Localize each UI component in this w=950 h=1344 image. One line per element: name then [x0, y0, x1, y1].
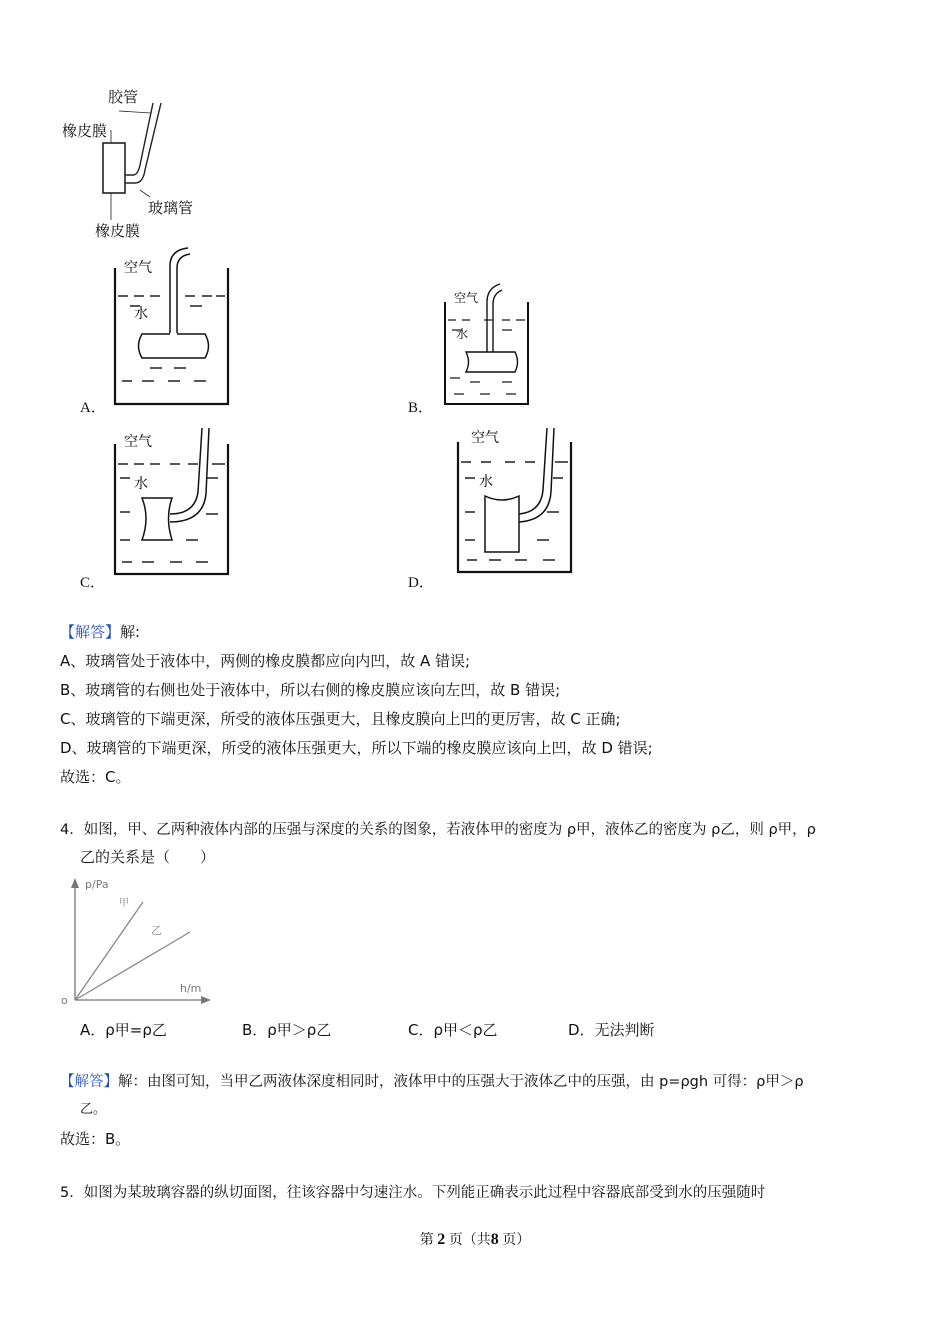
y-axis-arrow	[71, 878, 79, 888]
x-axis-arrow	[201, 996, 211, 1004]
option-b-figure	[440, 282, 535, 416]
option-c-figure	[110, 422, 235, 586]
label-glass: 玻璃管	[148, 199, 194, 217]
water-label-c: 水	[134, 476, 148, 492]
option-a-figure	[110, 246, 235, 415]
answer4-line1	[60, 1072, 804, 1092]
option-c-drawing	[110, 422, 235, 582]
label-membrane-side: 橡皮膜	[62, 122, 108, 140]
q4-line1: 4．如图，甲、乙两种液体内部的压强与深度的关系的图象，若液体甲的密度为 ρ甲，液体乙的密度为 ρ乙，则 ρ甲，ρ	[60, 822, 816, 838]
q4-graph-drawing	[55, 872, 215, 1012]
origin-label: o	[61, 994, 68, 1007]
water-label-d: 水	[479, 474, 493, 490]
option-b-drawing	[440, 282, 535, 412]
y-axis-label: p/Pa	[85, 878, 109, 891]
q4-graph	[55, 872, 215, 1016]
option-a-drawing	[110, 246, 235, 411]
footer-prefix: 第	[419, 1233, 434, 1248]
option-d-figure	[453, 420, 578, 584]
footer-total-pages: 8	[490, 1231, 499, 1248]
answer3-line-d: D、玻璃管的下端更深，所受的液体压强更大，所以下端的橡皮膜应该向上凹，故 D 错误;	[60, 739, 653, 757]
answer3-line-b: B、玻璃管的右侧也处于液体中，所以右侧的橡皮膜应该向左凹，故 B 错误;	[60, 681, 561, 699]
q4-option-d[interactable]: D．无法判断	[568, 1021, 655, 1039]
answer4-text: 解：由图可知，当甲乙两液体深度相同时，液体甲中的压强大于液体乙中的压强，由 p=ρgh 可得：ρ甲＞ρ	[118, 1074, 804, 1090]
line-jia	[75, 902, 143, 1000]
label-tube: 胶管	[108, 88, 139, 106]
line-yi-label: 乙	[151, 924, 162, 937]
footer-page-number: 2	[437, 1231, 446, 1248]
q4-line2: 乙的关系是（ ）	[80, 848, 216, 866]
q5-line1: 5．如图为某玻璃容器的纵切面图，往该容器中匀速注水。下列能正确表示此过程中容器底部受到水的压强随时	[60, 1185, 766, 1201]
answer4-choice: 故选：B。	[60, 1130, 131, 1148]
page-footer	[0, 1229, 950, 1249]
answer4-tag: 【解答】	[60, 1074, 118, 1090]
water-label-b: 水	[456, 327, 469, 341]
x-axis-label: h/m	[180, 982, 202, 995]
footer-suffix: 页）	[502, 1233, 531, 1248]
label-membrane-bottom: 橡皮膜	[95, 222, 141, 240]
option-c-label: C．	[80, 575, 106, 591]
air-label-c: 空气	[124, 434, 152, 450]
q4-option-a[interactable]: A．ρ甲=ρ乙	[80, 1021, 167, 1039]
answer3-heading	[60, 622, 140, 642]
answer3-intro: 解:	[120, 623, 141, 641]
air-label-a: 空气	[124, 260, 152, 276]
air-label-d: 空气	[471, 430, 499, 446]
q4-option-b[interactable]: B．ρ甲＞ρ乙	[242, 1021, 332, 1039]
air-label-b: 空气	[454, 291, 479, 305]
water-label-a: 水	[134, 306, 148, 322]
line-yi	[75, 932, 190, 1000]
answer4-line2: 乙。	[80, 1102, 107, 1117]
answer3-choice: 故选：C。	[60, 768, 131, 786]
q4-option-c[interactable]: C．ρ甲＜ρ乙	[408, 1021, 498, 1039]
answer3-tag: 【解答】	[60, 623, 121, 641]
answer3-line-c: C、玻璃管的下端更深，所受的液体压强更大，且橡皮膜向上凹的更厉害，故 C 正确;	[60, 710, 621, 728]
option-b-label: B．	[408, 400, 434, 416]
footer-mid: 页（共	[448, 1233, 491, 1248]
option-a-label: A．	[80, 400, 106, 416]
option-d-drawing	[453, 420, 578, 580]
option-d-label: D．	[408, 575, 434, 591]
line-jia-label: 甲	[119, 898, 129, 909]
answer3-line-a: A、玻璃管处于液体中，两侧的橡皮膜都应向内凹，故 A 错误;	[60, 652, 471, 670]
